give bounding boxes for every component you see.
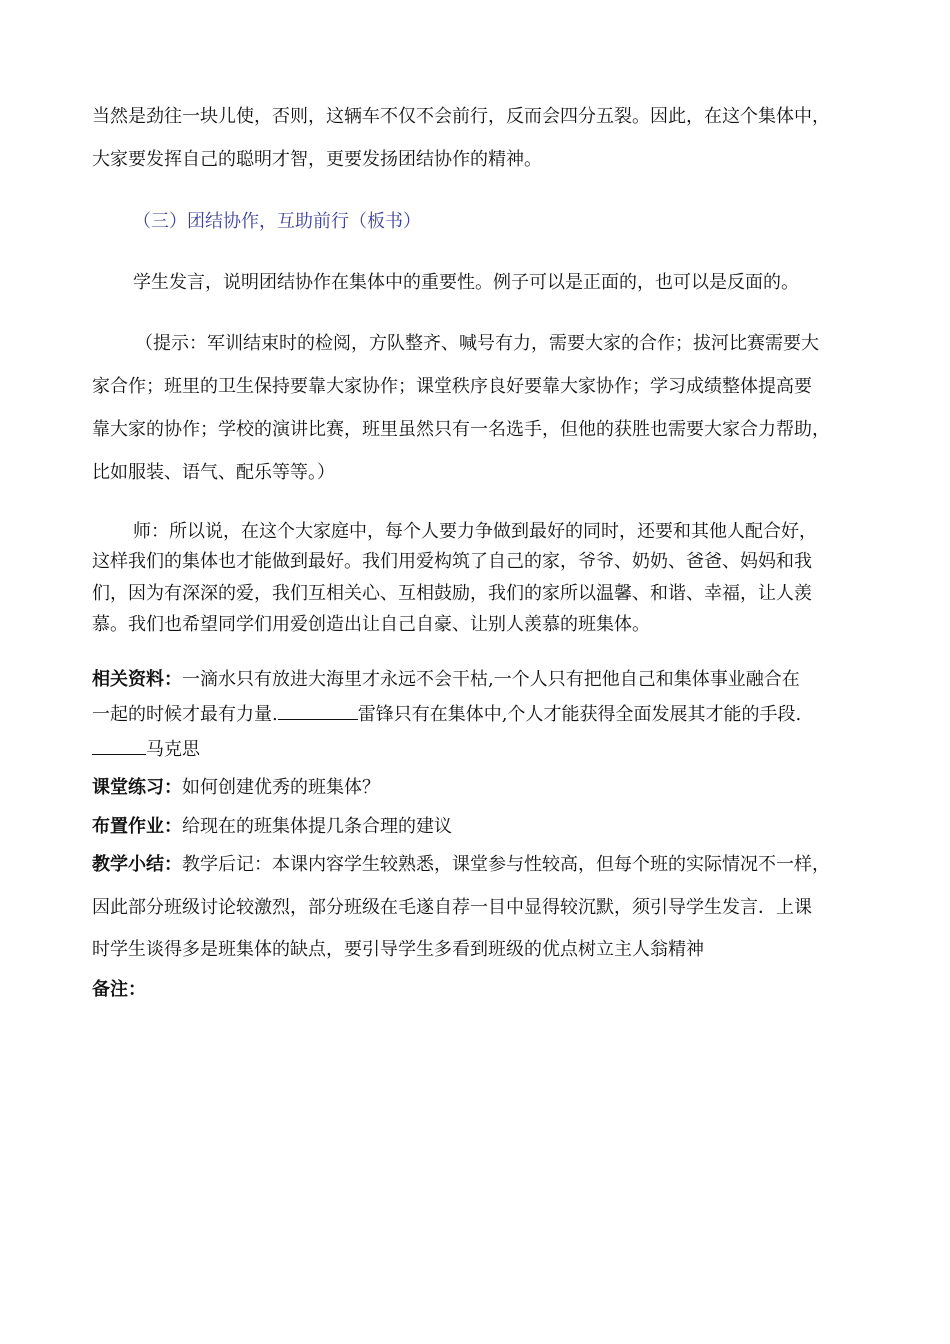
summary-line3: 时学生谈得多是班集体的缺点，要引导学生多看到班级的优点树立主人翁精神 [92, 939, 704, 960]
resources-line3 [92, 735, 200, 761]
teacher-line4: 慕。我们也希望同学们用爱创造出让自己自豪、让别人羡慕的班集体。 [92, 614, 650, 635]
summary-line2: 因此部分班级讨论较激烈，部分班级在毛遂自荐一目中显得较沉默，须引导学生发言．上课 [92, 897, 812, 918]
exercise-line [92, 773, 380, 799]
student-speech-paragraph: 学生发言，说明团结协作在集体中的重要性。例子可以是正面的，也可以是反面的。 [133, 272, 799, 293]
hint-line1: （提示：军训结束时的检阅，方队整齐、喊号有力，需要大家的合作；拔河比赛需要大 [135, 333, 819, 354]
resources-text-2b: 雷锋只有在集体中,个人才能获得全面发展其才能的手段. [357, 704, 802, 725]
hint-line4: 比如服装、语气、配乐等等。） [92, 462, 335, 483]
summary-text-1: 教学后记：本课内容学生较熟悉，课堂参与性较高，但每个班的实际情况不一样， [182, 854, 830, 875]
teacher-line3: 们，因为有深深的爱，我们互相关心、互相鼓励，我们的家所以温馨、和谐、幸福，让人羡 [92, 583, 812, 604]
homework-line [92, 812, 452, 838]
resources-line1 [92, 665, 800, 691]
para1-line1: 当然是劲往一块儿使，否则，这辆车不仅不会前行，反而会四分五裂。因此，在这个集体中， [92, 106, 830, 127]
notes-label: 备注： [92, 979, 146, 1000]
resources-text-2a: 一起的时候才最有力量. [92, 704, 278, 725]
exercise-text: 如何创建优秀的班集体？ [182, 777, 380, 798]
homework-label: 布置作业： [92, 816, 182, 837]
para1-line2: 大家要发挥自己的聪明才智，更要发扬团结协作的精神。 [92, 149, 542, 170]
section-heading-3: （三）团结协作，互助前行（板书） [133, 211, 421, 232]
hint-line2: 家合作；班里的卫生保持要靠大家协作；课堂秩序良好要靠大家协作；学习成绩整体提高要 [92, 376, 812, 397]
teacher-line1: 师：所以说，在这个大家庭中，每个人要力争做到最好的同时，还要和其他人配合好， [133, 521, 817, 542]
resources-label: 相关资料： [92, 669, 182, 690]
summary-label: 教学小结： [92, 854, 182, 875]
resources-text-1: 一滴水只有放进大海里才永远不会干枯,一个人只有把他自己和集体事业融合在 [182, 669, 800, 690]
blank-underline [278, 703, 358, 720]
homework-text: 给现在的班集体提几条合理的建议 [182, 816, 452, 837]
exercise-label: 课堂练习： [92, 777, 182, 798]
summary-line1 [92, 850, 830, 876]
blank-underline [92, 738, 146, 755]
hint-line3: 靠大家的协作；学校的演讲比赛，班里虽然只有一名选手，但他的获胜也需要大家合力帮助， [92, 419, 830, 440]
resources-line2 [92, 700, 801, 726]
teacher-line2: 这样我们的集体也才能做到最好。我们用爱构筑了自己的家，爷爷、奶奶、爸爸、妈妈和我 [92, 551, 812, 572]
resources-text-3: 马克思 [146, 739, 200, 760]
